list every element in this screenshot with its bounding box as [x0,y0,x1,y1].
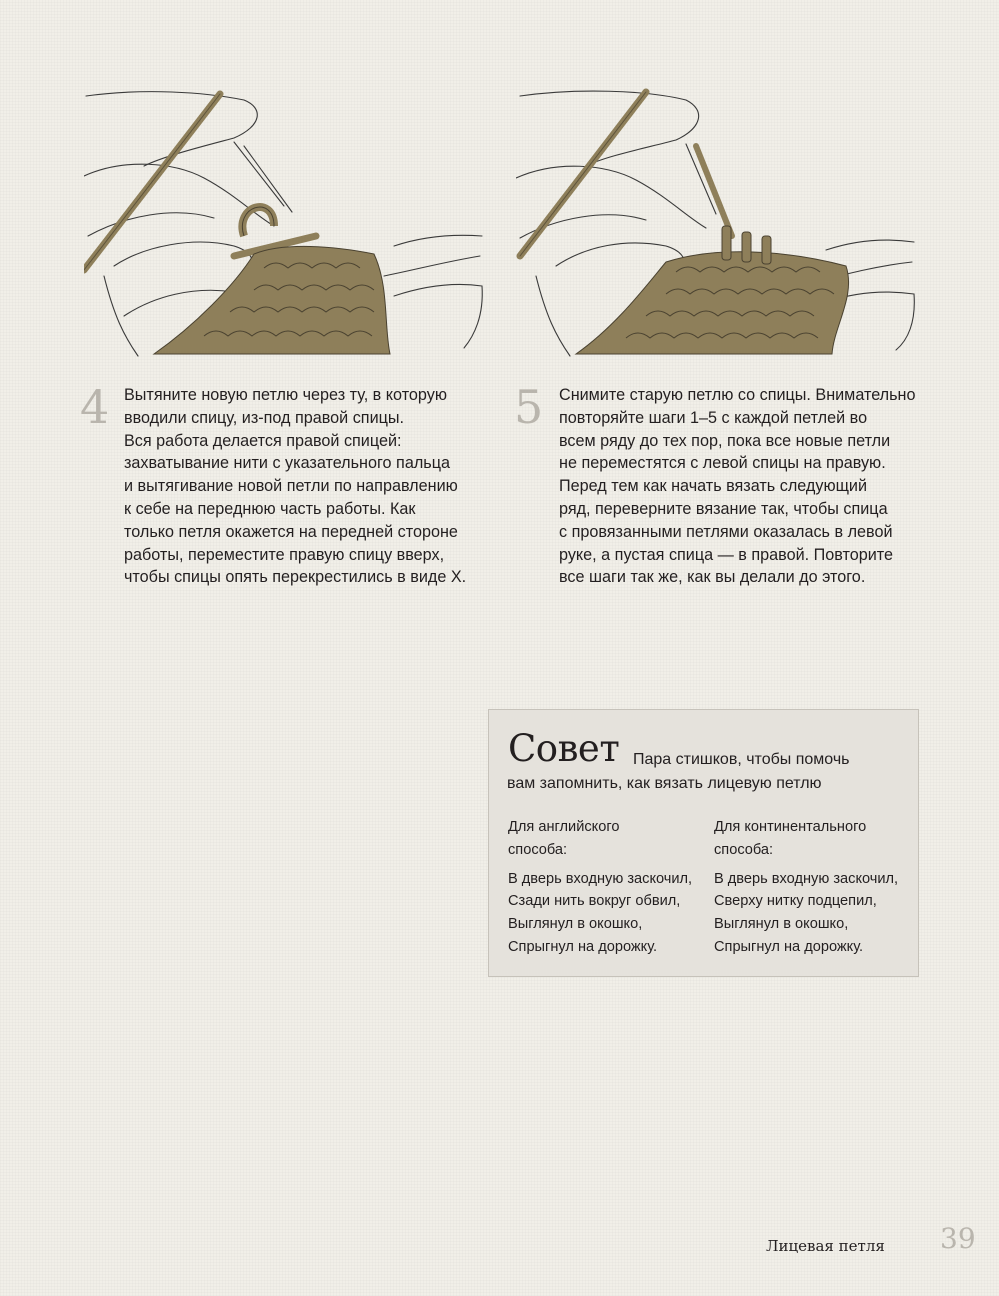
step-5-line: всем ряду до тех пор, пока все новые петли [559,431,891,450]
page-number: 39 [940,1222,976,1255]
tip-heading-line: способа: [714,841,774,858]
verse-line: Спрыгнул на дорожку. [714,938,864,955]
tip-continental-column [714,816,898,959]
step-4-line: Вытяните новую петлю через ту, в которую [124,386,447,404]
step-4-line: Вся работа делается правой спицей: [124,431,402,450]
verse-line: В дверь входную заскочил, [508,870,693,887]
tip-subtitle: вам запомнить, как вязать лицевую петлю [507,775,822,792]
tip-continental-heading [714,816,898,862]
step-5-line: Перед тем как начать вязать следующий [559,477,867,496]
tip-english-column [508,816,692,959]
tip-heading-line: Для континентального [714,819,867,835]
tip-english-heading [508,816,692,862]
tip-subtitle: Пара стишков, чтобы помочь [633,751,850,768]
step-5-line: все шаги так же, как вы делали до этого. [559,568,866,587]
step-4-line: захватывание нити с указательного пальца [124,454,450,473]
step-4-line: работы, переместите правую спицу вверх, [124,545,445,564]
step-5-line: Снимите старую петлю со спицы. Внимательно [559,386,916,404]
step-4-line: к себе на переднюю часть работы. Как [124,499,416,518]
step-5-number: 5 [514,380,544,434]
step-4-line: вводили спицу, из-под правой спицы. [124,408,405,427]
verse-line: Спрыгнул на дорожку. [508,938,658,955]
step-4-line: и вытягивание новой петли по направлению [124,477,458,496]
step-4-text [124,384,494,589]
verse-line: В дверь входную заскочил, [714,870,899,887]
verse-line: Выглянул в окошко, [714,916,849,933]
step-4-line: только петля окажется на передней стороне [124,522,458,541]
step-5-line: с провязанными петлями оказалась в левой [559,522,893,541]
step-5-line: ряд, переверните вязание так, чтобы спица [559,499,888,518]
step-5-line: повторяйте шаги 1–5 с каждой петлей во [559,408,868,427]
tip-heading-line: способа: [508,841,568,858]
step-4-line: чтобы спицы опять перекрестились в виде X. [124,568,467,587]
step-5-illustration [516,86,916,358]
verse-line: Выглянул в окошко, [508,916,643,933]
step-4-number: 4 [80,380,110,434]
step-4-illustration [84,86,484,358]
tip-heading-line: Для английского [508,819,620,835]
step-5-line: руке, а пустая спица — в правой. Повторите [559,545,894,564]
tip-title: Совет [508,727,620,770]
footer-section-title: Лицевая петля [766,1237,885,1255]
verse-line: Сзади нить вокруг обвил, [508,893,681,910]
step-5-line: не переместятся с левой спицы на правую. [559,454,886,473]
step-5-text [559,384,929,589]
tip-box [488,709,919,977]
verse-line: Сверху нитку подцепил, [714,893,877,910]
